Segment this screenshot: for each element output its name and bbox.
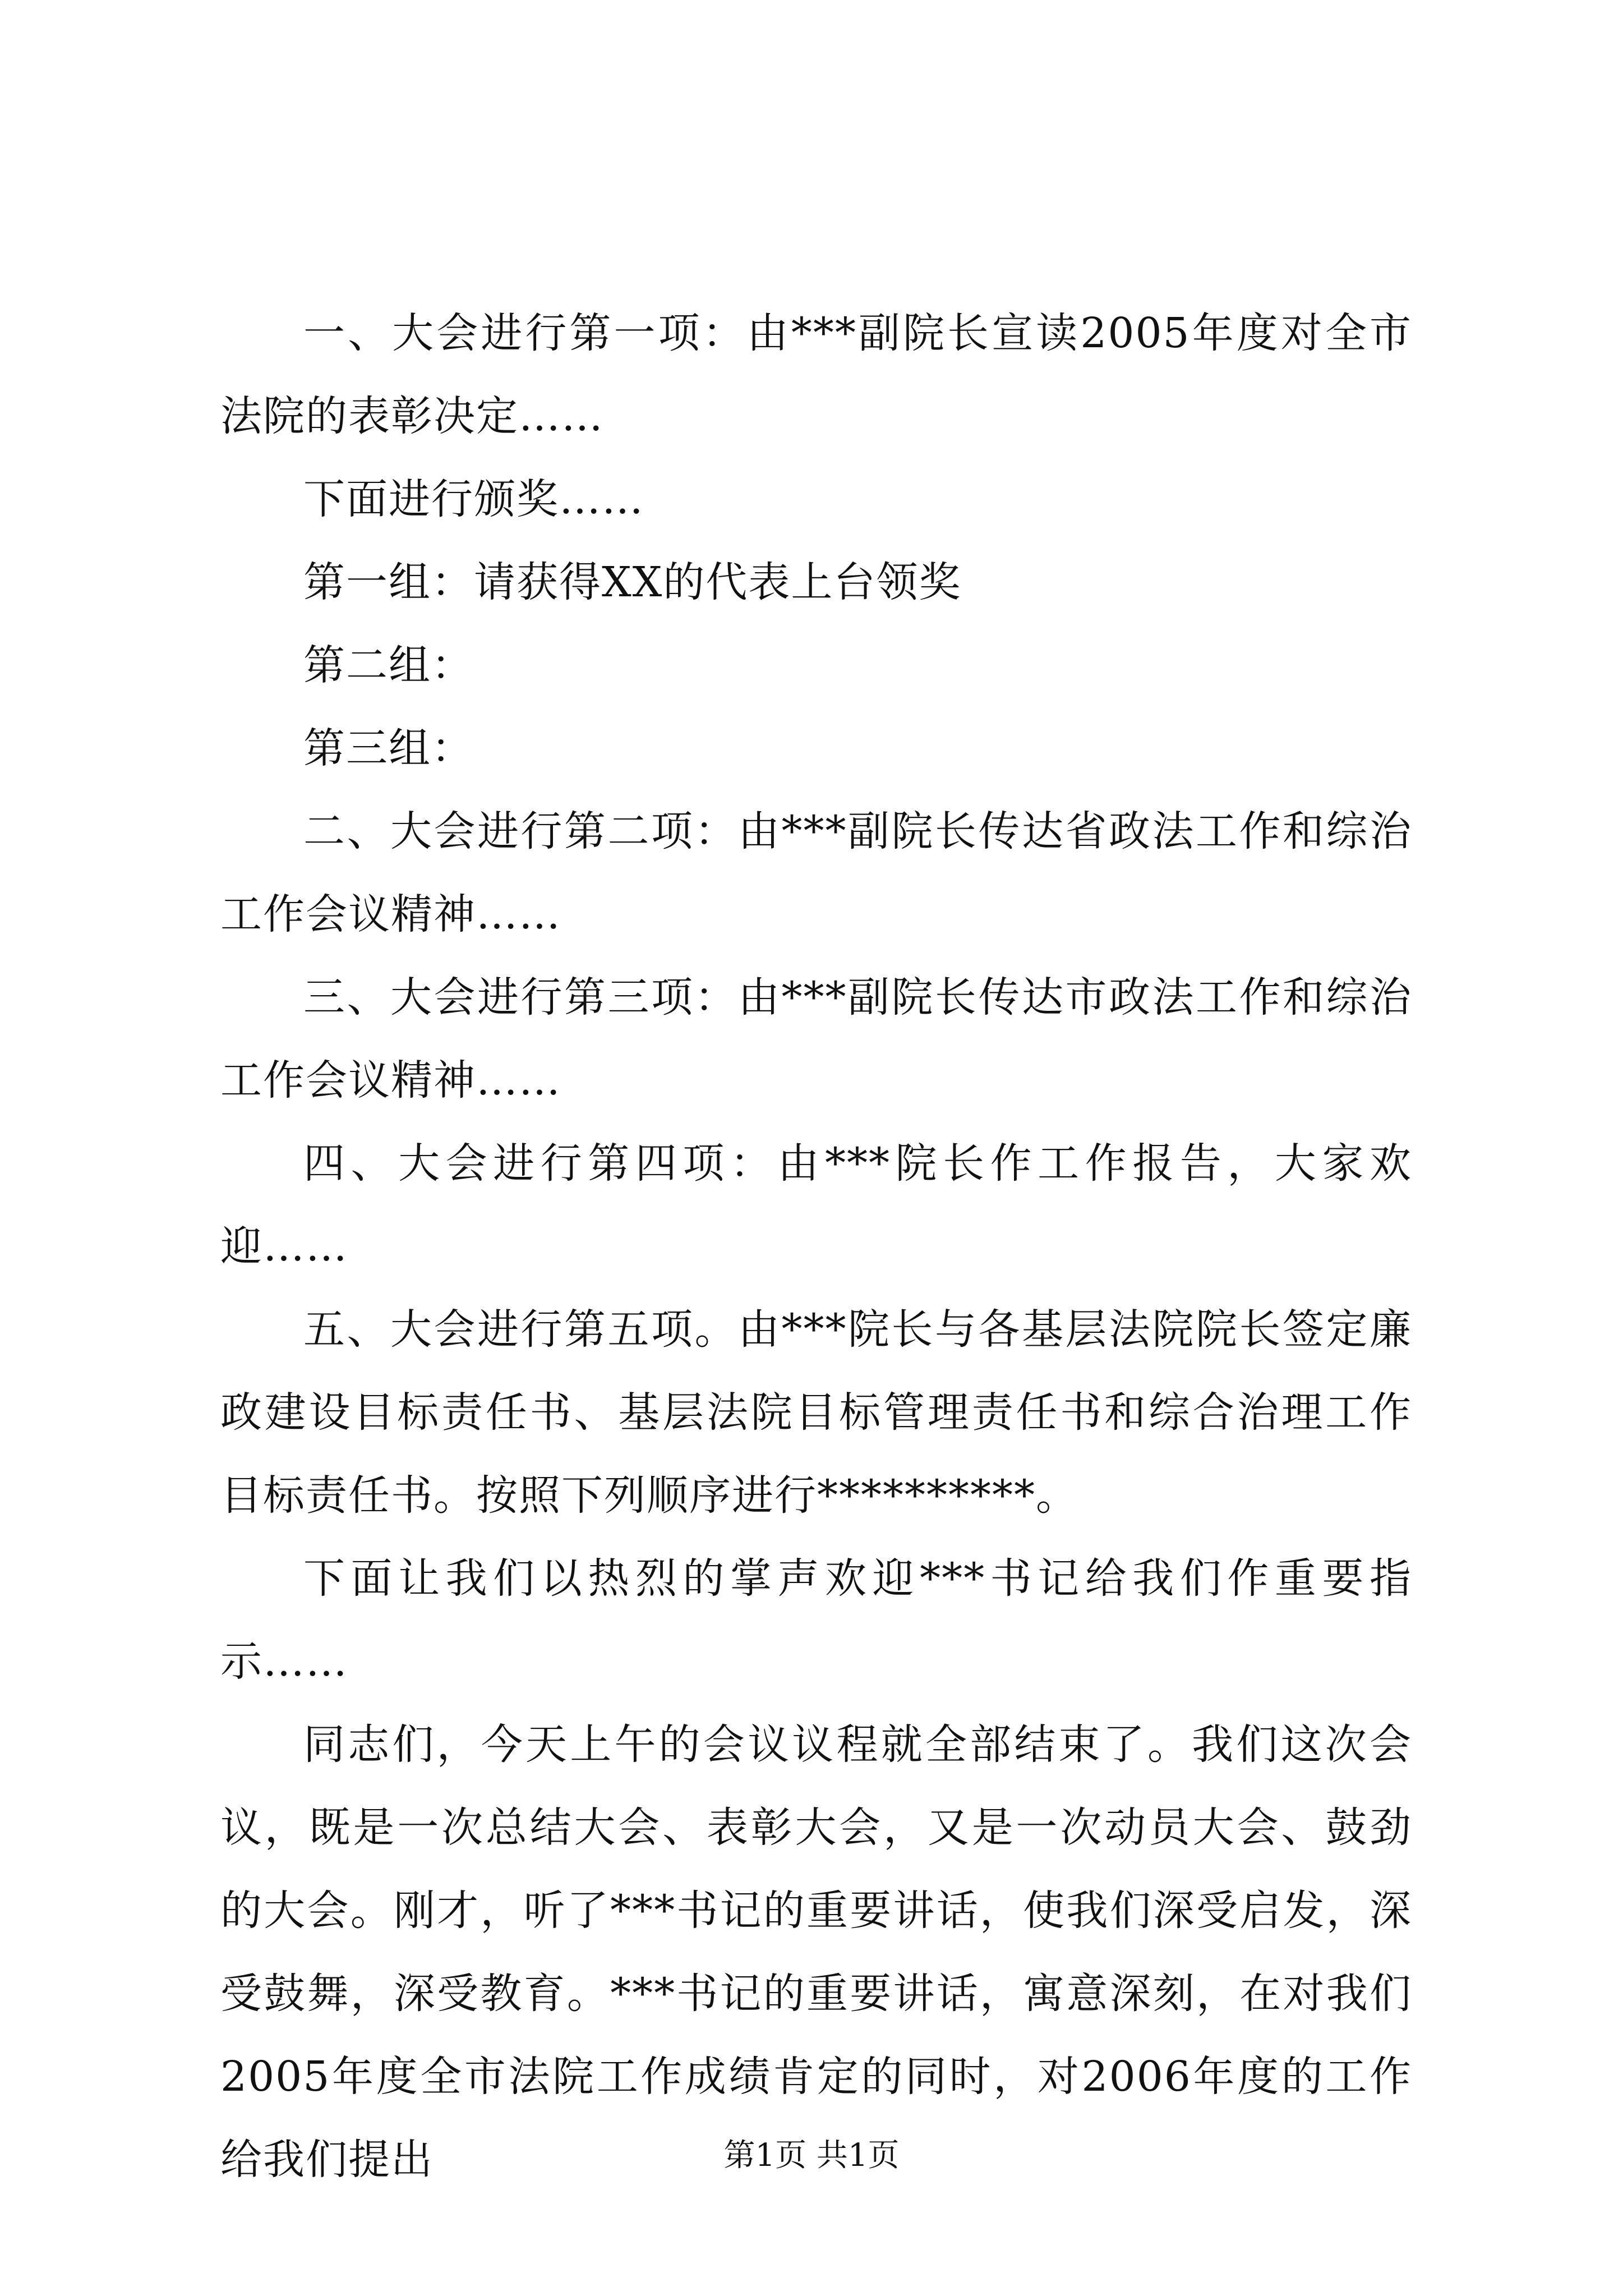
paragraph-item-1: 一、大会进行第一项：由***副院长宣读2005年度对全市法院的表彰决定……	[220, 309, 1412, 440]
paragraph-item-3: 三、大会进行第三项：由***副院长传达市政法工作和综治工作会议精神……	[220, 973, 1412, 1105]
paragraph-closing-remarks: 同志们，今天上午的会议议程就全部结束了。我们这次会议，既是一次总结大会、表彰大会，又是一次动员大会、鼓劲的大会。刚才，听了***书记的重要讲话，使我们深受启发，深受鼓舞，深受教育。***书记的重要讲话，寓意深刻，在对我们2005年度全市法院工作成绩肯定的同时，对2006年度的工作给我们提出	[220, 1720, 1412, 2184]
paragraph-item-2: 二、大会进行第二项：由***副院长传达省政法工作和综治工作会议精神……	[220, 807, 1412, 938]
paragraph-award-intro: 下面进行颁奖……	[303, 475, 644, 523]
paragraph-group-1: 第一组：请获得XX的代表上台领奖	[303, 558, 962, 606]
paragraph-item-4: 四、大会进行第四项：由***院长作工作报告，大家欢迎……	[220, 1139, 1412, 1271]
paragraph-group-2: 第二组：	[303, 641, 474, 689]
paragraph-welcome-secretary: 下面让我们以热烈的掌声欢迎***书记给我们作重要指示……	[220, 1554, 1412, 1686]
document-body	[220, 292, 1412, 2201]
paragraph-group-3: 第三组：	[303, 724, 474, 772]
paragraph-item-5: 五、大会进行第五项。由***院长与各基层法院院长签定廉政建设目标责任书、基层法院目标管理责任书和综合治理工作目标责任书。按照下列顺序进行**********。	[220, 1305, 1412, 1520]
page-footer: 第1页 共1页	[723, 2137, 900, 2174]
